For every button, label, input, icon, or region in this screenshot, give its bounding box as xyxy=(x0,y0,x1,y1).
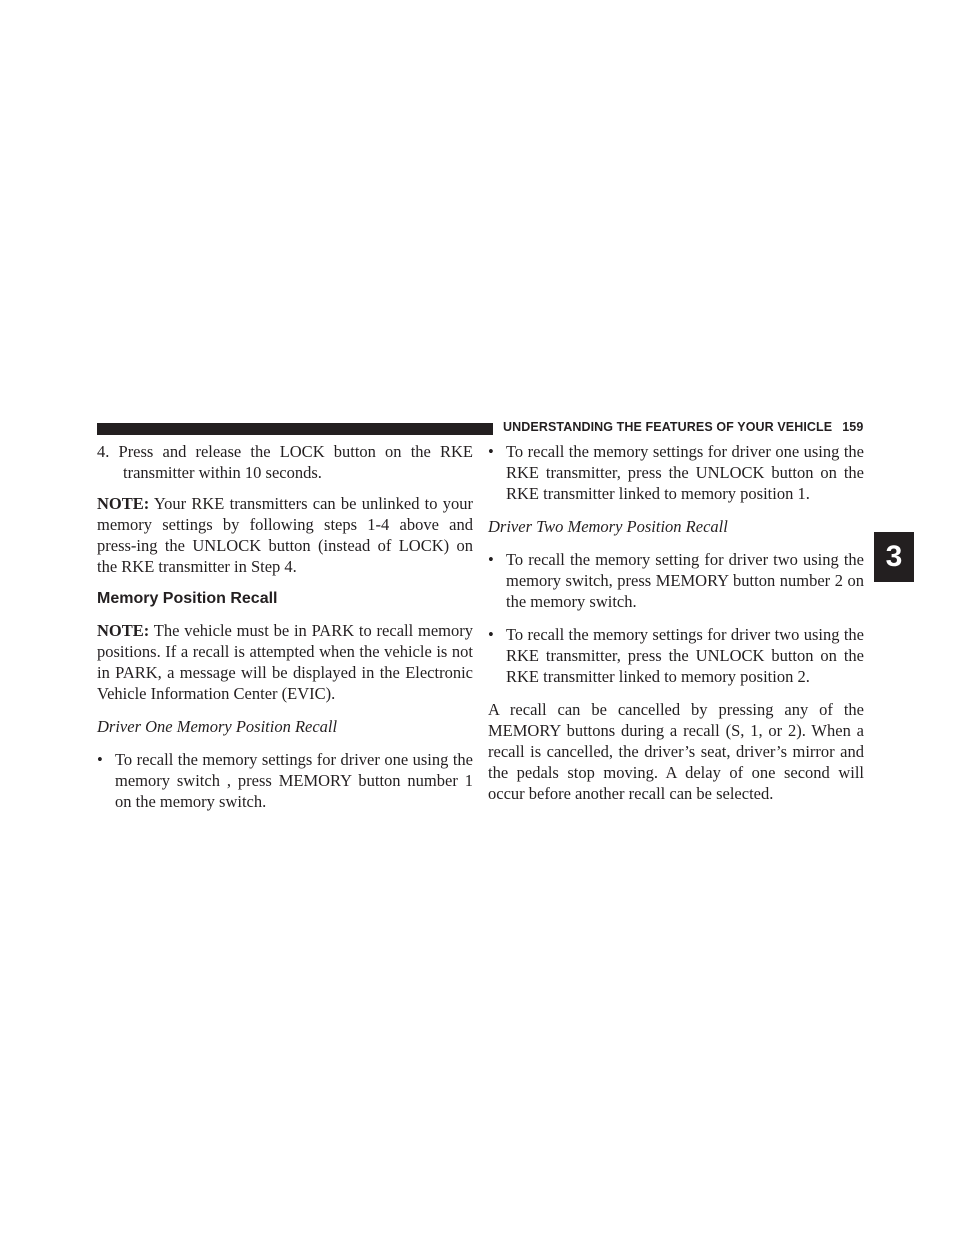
note-text: The vehicle must be in PARK to recall memory positions. If a recall is attempted when the vehicle is not in PARK, a message will be displayed in the Electronic Vehicle Information Center (EVIC). xyxy=(97,621,473,703)
step-4: 4. Press and release the LOCK button on the RKE transmitter within 10 seconds. xyxy=(97,442,473,482)
left-column xyxy=(97,441,473,824)
bullet-item xyxy=(97,749,473,812)
bullet-text: To recall the memory settings for driver one using the memory switch , press MEMORY button number 1 on the memory switch. xyxy=(115,750,473,811)
bullet-text: To recall the memory settings for driver two using the RKE transmitter, press the UNLOCK button on the RKE transmitter linked to memory position 2. xyxy=(506,625,864,686)
bullet-item xyxy=(488,441,864,504)
bullet-text: To recall the memory setting for driver two using the memory switch, press MEMORY button number 2 on the memory switch. xyxy=(506,550,864,611)
note-label: NOTE: xyxy=(97,621,150,640)
bullet-dot: • xyxy=(488,550,494,569)
note-park xyxy=(97,620,473,704)
bullet-dot: • xyxy=(97,750,103,769)
subheading-driver-one: Driver One Memory Position Recall xyxy=(97,717,338,736)
note-text: Your RKE transmitters can be unlinked to your memory settings by following steps 1-4 above and press-ing the UNLOCK button (instead of LOCK) on the RKE transmitter in Step 4. xyxy=(97,494,473,576)
bullet-item xyxy=(488,549,864,612)
subheading-driver-two: Driver Two Memory Position Recall xyxy=(488,517,728,536)
recall-cancel-paragraph: A recall can be cancelled by pressing any of the MEMORY buttons during a recall (S, 1, or 2). When a recall is cancelled, the driver’s seat, driver’s mirror and the pedals stop moving. A delay of one second will occur before another recall can be selected. xyxy=(488,700,864,803)
section-heading: Memory Position Recall xyxy=(97,590,278,607)
bullet-dot: • xyxy=(488,625,494,644)
bullet-item xyxy=(488,624,864,687)
header-rule xyxy=(97,423,493,435)
right-column xyxy=(488,441,864,816)
section-title: UNDERSTANDING THE FEATURES OF YOUR VEHICLE xyxy=(503,420,833,434)
chapter-tab: 3 xyxy=(874,532,914,582)
page-number: 159 xyxy=(842,420,864,434)
bullet-text: To recall the memory settings for driver one using the RKE transmitter, press the UNLOCK button on the RKE transmitter linked to memory position 1. xyxy=(506,442,864,503)
bullet-dot: • xyxy=(488,442,494,461)
note-unlink xyxy=(97,493,473,577)
page-header xyxy=(503,417,863,437)
note-label: NOTE: xyxy=(97,494,150,513)
